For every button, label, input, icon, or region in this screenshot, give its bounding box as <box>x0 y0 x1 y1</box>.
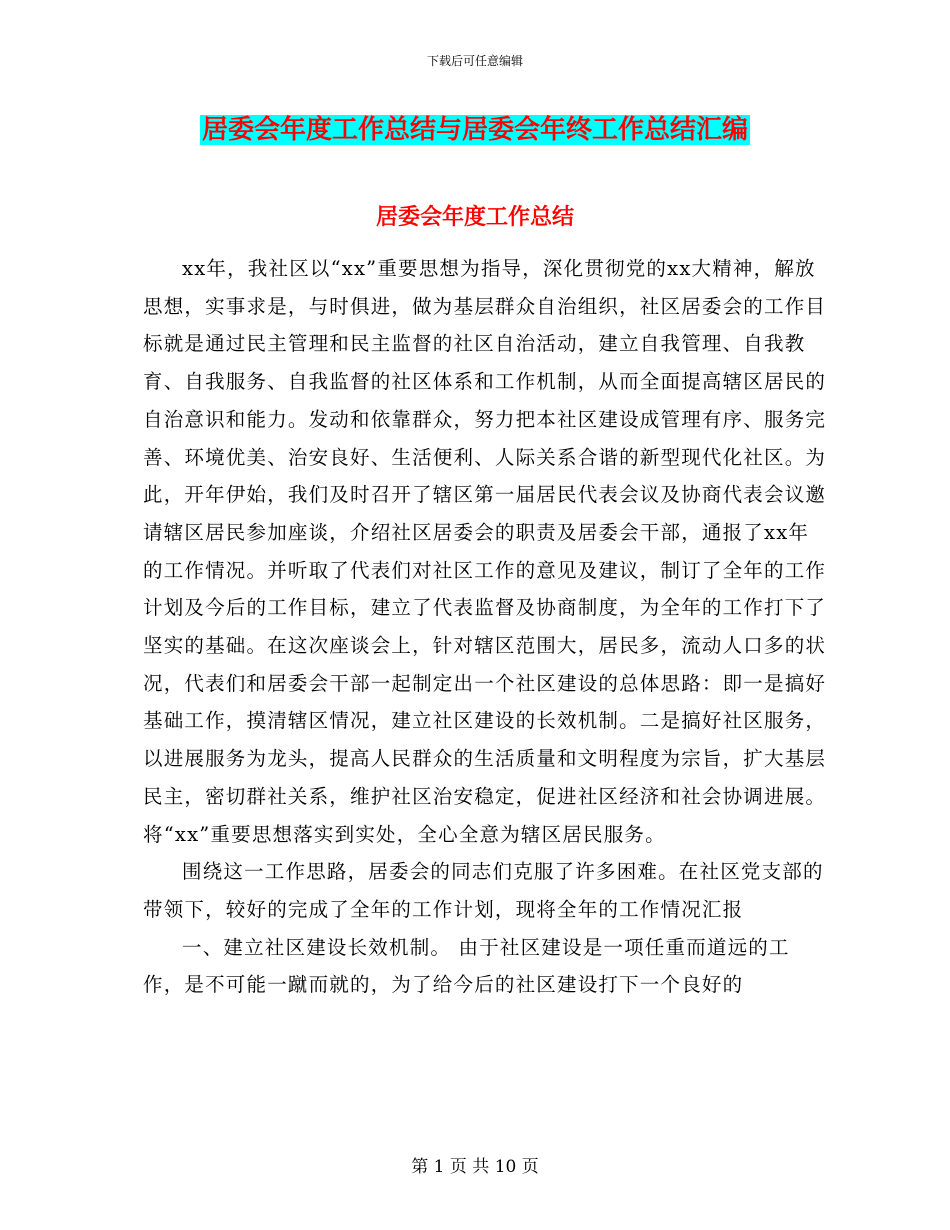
document-body <box>143 250 828 1004</box>
section-title: 居委会年度工作总结 <box>375 204 574 230</box>
paragraph-3: 一、建立社区建设长效机制。 由于社区建设是一项任重而道远的工作，是不可能一蹴而就的，为了给今后的社区建设打下一个良好的 <box>143 935 790 997</box>
document-title <box>0 112 950 148</box>
document-title-text: 居委会年度工作总结与居委会年终工作总结汇编 <box>201 115 748 145</box>
paragraph-2: 围绕这一工作思路，居委会的同志们克服了许多困难。在社区党支部的带领下，较好的完成了全年的工作计划，现将全年的工作情况汇报 <box>143 860 824 921</box>
page-footer: 第 1 页 共 10 页 <box>411 1157 539 1177</box>
header-note: 下载后可任意编辑 <box>426 54 523 68</box>
paragraph-1: xx年，我社区以“xx”重要思想为指导，深化贯彻党的xx大精神，解放思想，实事求是，与时俱进，做为基层群众自治组织，社区居委会的工作目标就是通过民主管理和民主监督的社区自治活动，建立自我管理、自我教育、自我服务、自我监督的社区体系和工作机制，从而全面提高辖区居民的自治意识和能力。发动和依靠群众，努力把本社区建设成管理有序、服务完善、环境优美、治安良好、生活便利、人际关系合谐的新型现代化社区。为此，开年伊始，我们及时召开了辖区第一届居民代表会议及协商代表会议邀请辖区居民参加座谈，介绍社区居委会的职责及居委会干部，通报了xx年的工作情况。并听取了代表们对社区工作的意见及建议，制订了全年的工作计划及今后的工作目标，建立了代表监督及协商制度，为全年的工作打下了坚实的基础。在这次座谈会上，针对辖区范围大，居民多，流动人口多的状况，代表们和居委会干部一起制定出一个社区建设的总体思路：即一是搞好基础工作，摸清辖区情况，建立社区建设的长效机制。二是搞好社区服务，以进展服务为龙头，提高人民群众的生活质量和文明程度为宗旨，扩大基层民主，密切群社关系，维护社区治安稳定，促进社区经济和社会协调进展。将“xx”重要思想落实到实处，全心全意为辖区居民服务。 <box>143 257 827 846</box>
